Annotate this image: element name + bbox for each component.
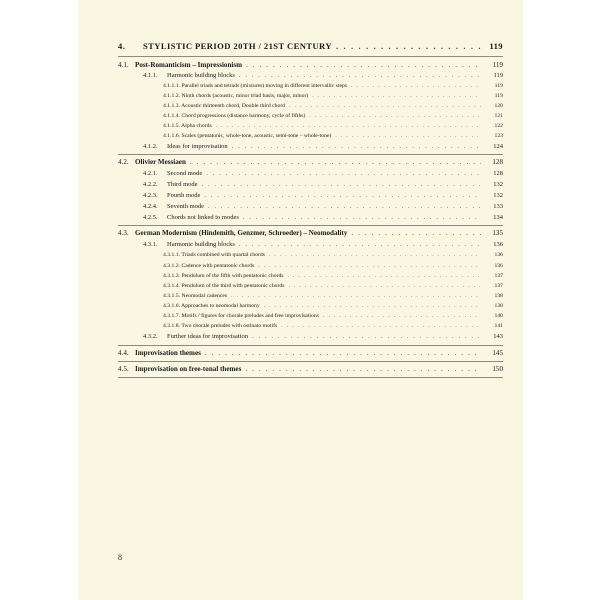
toc-section[interactable] xyxy=(118,158,503,166)
toc-subsection[interactable] xyxy=(118,170,503,177)
toc-number: 4.1.2. xyxy=(143,143,158,150)
toc-subsubsection[interactable] xyxy=(118,93,503,99)
toc-leader xyxy=(336,41,481,51)
toc-title: STYLISTIC PERIOD 20TH / 21ST CENTURY xyxy=(143,41,332,51)
toc-leader xyxy=(204,192,481,199)
toc-leader xyxy=(206,170,481,177)
toc-title: German Modernism (Hindemith, Genzmer, Schroeder) – Neomodality xyxy=(135,229,348,237)
toc-title: Chords not linked to modes xyxy=(167,214,239,221)
toc-leader xyxy=(309,113,481,119)
toc-subsection[interactable] xyxy=(118,214,503,221)
toc-subsection[interactable] xyxy=(118,241,503,248)
divider xyxy=(118,377,503,378)
toc-number: 4.3.2. xyxy=(143,333,158,340)
toc-number: 4. xyxy=(118,41,126,51)
toc-subsubsection[interactable] xyxy=(118,263,503,269)
toc-page: 119 xyxy=(492,61,503,69)
toc-page: 123 xyxy=(494,133,503,139)
toc-title xyxy=(163,83,347,89)
toc-page: 137 xyxy=(494,273,503,279)
toc-page: 136 xyxy=(493,241,503,248)
toc-leader xyxy=(351,83,481,89)
toc-chapter-4[interactable] xyxy=(118,41,503,51)
toc-title: Third mode xyxy=(167,181,198,188)
toc-section[interactable] xyxy=(118,61,503,69)
toc-leader xyxy=(216,123,481,129)
toc-subsubsection[interactable] xyxy=(118,133,503,139)
toc-title: Ideas for improvisation xyxy=(167,143,228,150)
toc-title: Post-Romanticism – Impressionism xyxy=(135,61,243,69)
toc-title xyxy=(163,93,308,99)
toc-title xyxy=(163,113,305,119)
toc-subsection[interactable] xyxy=(118,143,503,150)
toc-subsection[interactable] xyxy=(118,192,503,199)
toc-leader xyxy=(202,181,481,188)
toc-leader xyxy=(288,273,481,279)
toc-number: 4.5. xyxy=(118,365,129,373)
toc-title: Improvisation themes xyxy=(135,349,201,357)
toc-subsubsection[interactable] xyxy=(118,323,503,329)
toc-title-text: Parallel triads and tetrads (mixtures) moving in different intervallic steps xyxy=(181,83,348,89)
toc-title-text: Cadence with pentatonic chords xyxy=(181,263,255,269)
toc-number: 4.1.1.2. xyxy=(163,93,181,99)
toc-leader xyxy=(205,349,481,357)
divider xyxy=(118,361,503,362)
toc-page: 134 xyxy=(493,214,503,221)
toc-leader xyxy=(281,323,481,329)
toc-leader xyxy=(351,229,481,237)
toc-number: 4.3.1.7. xyxy=(163,313,181,319)
toc-page: 122 xyxy=(494,123,503,129)
divider xyxy=(118,154,503,155)
toc-title-text: Chord progressions (distance harmony, cycle of fifths) xyxy=(181,113,306,119)
toc-number: 4.1.1.5. xyxy=(163,123,181,129)
toc-subsection[interactable] xyxy=(118,333,503,340)
toc-title xyxy=(163,273,284,279)
toc-number: 4.1.1.6. xyxy=(163,133,181,139)
toc-title: Harmonic building blocks xyxy=(167,241,235,248)
toc-number: 4.1.1. xyxy=(143,72,158,79)
toc-leader xyxy=(208,203,481,210)
toc-number: 4.2.4. xyxy=(143,203,158,210)
toc-leader xyxy=(243,214,481,221)
toc-page: 138 xyxy=(494,293,503,299)
toc-title-text: Two chorale preludes with ostinato motifs xyxy=(181,323,278,329)
toc-leader xyxy=(288,283,481,289)
toc-number: 4.2.5. xyxy=(143,214,158,221)
toc-page: 124 xyxy=(493,143,503,150)
toc-page: 128 xyxy=(493,170,503,177)
toc-subsection[interactable] xyxy=(118,72,503,79)
toc-page: 132 xyxy=(493,192,503,199)
toc-page: 121 xyxy=(494,113,503,119)
toc-title xyxy=(163,293,227,299)
toc-number: 4.3.1.1. xyxy=(163,252,181,258)
toc-title: Harmonic building blocks xyxy=(167,72,235,79)
toc-subsubsection[interactable] xyxy=(118,273,503,279)
toc-subsubsection[interactable] xyxy=(118,113,503,119)
divider xyxy=(118,56,503,57)
toc-page: 132 xyxy=(493,181,503,188)
toc-page: 138 xyxy=(494,303,503,309)
toc-title: Olivier Messiaen xyxy=(135,158,186,166)
toc-number: 4.1. xyxy=(118,61,129,69)
toc-title-text: Motifs / figures for chorale preludes and free improvisations xyxy=(181,313,319,319)
toc-page: 135 xyxy=(492,229,503,237)
toc-title xyxy=(163,263,254,269)
toc-page: 119 xyxy=(489,41,503,51)
toc-title-text: Pendulum of the third with pentatonic chords xyxy=(181,283,285,289)
toc-title: Improvisation on free-tonal themes xyxy=(135,365,242,373)
toc-number: 4.3.1.8. xyxy=(163,323,181,329)
toc-title xyxy=(163,323,277,329)
toc-title-text: Pendulum of the fifth with pentatonic chords xyxy=(181,273,284,279)
toc-leader xyxy=(239,72,481,79)
toc-number: 4.3.1.5. xyxy=(163,293,181,299)
toc-leader xyxy=(239,241,481,248)
toc-page: 143 xyxy=(493,333,503,340)
toc-title: Second mode xyxy=(167,170,203,177)
divider xyxy=(118,225,503,226)
toc-title-text: Ninth chords (acoustic, minor triad basis, major, minor) xyxy=(181,93,309,99)
toc-number: 4.3.1. xyxy=(143,241,158,248)
page-number: 8 xyxy=(118,553,122,562)
toc-page: 119 xyxy=(493,72,503,79)
toc-title xyxy=(163,133,331,139)
toc-page: 119 xyxy=(494,83,503,89)
toc-title: Fourth mode xyxy=(167,192,201,199)
toc-number: 4.1.1.3. xyxy=(163,103,181,109)
toc-number: 4.2.3. xyxy=(143,192,158,199)
toc-title xyxy=(163,303,260,309)
toc-subsubsection[interactable] xyxy=(118,103,503,109)
toc-title-text: Alpha chords xyxy=(181,123,212,129)
toc-number: 4.2.1. xyxy=(143,170,158,177)
toc-subsubsection[interactable] xyxy=(118,293,503,299)
toc-number: 4.3.1.6. xyxy=(163,303,181,309)
toc-title xyxy=(163,283,284,289)
book-page xyxy=(78,0,523,600)
toc-leader xyxy=(246,61,481,69)
toc-page: 120 xyxy=(494,103,503,109)
toc-title xyxy=(163,103,285,109)
toc-number: 4.1.1.1. xyxy=(163,83,181,89)
toc-leader xyxy=(289,103,481,109)
toc-leader xyxy=(232,143,481,150)
toc-page: 137 xyxy=(494,283,503,289)
toc-leader xyxy=(231,293,481,299)
toc-title: Further ideas for improvisation xyxy=(167,333,249,340)
toc-title xyxy=(163,313,319,319)
toc-leader xyxy=(264,303,481,309)
toc-subsubsection[interactable] xyxy=(118,252,503,258)
toc-section[interactable] xyxy=(118,229,503,237)
toc-number: 4.3. xyxy=(118,229,129,237)
toc-page: 140 xyxy=(494,313,503,319)
toc-title-text: Scales (pentatonic, whole-tone, acoustic, semi-tone – whole-tone) xyxy=(181,133,332,139)
toc-number: 4.2. xyxy=(118,158,129,166)
toc-page: 128 xyxy=(492,158,503,166)
toc-title xyxy=(163,252,265,258)
toc-page: 136 xyxy=(494,263,503,269)
toc-title: Seventh mode xyxy=(167,203,205,210)
toc-leader xyxy=(269,252,481,258)
toc-page: 136 xyxy=(494,252,503,258)
divider xyxy=(118,345,503,346)
toc-subsubsection[interactable] xyxy=(118,283,503,289)
toc-page: 133 xyxy=(493,203,503,210)
toc-leader xyxy=(312,93,481,99)
toc-section[interactable] xyxy=(118,349,503,357)
toc-leader xyxy=(258,263,481,269)
toc-title-text: Neomodal cadences xyxy=(181,293,228,299)
toc-leader xyxy=(252,333,481,340)
toc-title xyxy=(163,123,212,129)
toc-page: 145 xyxy=(492,349,503,357)
toc-number: 4.1.1.4. xyxy=(163,113,181,119)
toc-page: 141 xyxy=(494,323,503,329)
toc-title-text: Acoustic thirteenth chord, Double third chord xyxy=(181,103,286,109)
toc-subsection[interactable] xyxy=(118,181,503,188)
toc-subsubsection[interactable] xyxy=(118,123,503,129)
toc-subsubsection[interactable] xyxy=(118,313,503,319)
toc-page: 119 xyxy=(494,93,503,99)
toc-subsubsection[interactable] xyxy=(118,83,503,89)
toc-number: 4.3.1.4. xyxy=(163,283,181,289)
toc-section[interactable] xyxy=(118,365,503,373)
toc-subsubsection[interactable] xyxy=(118,303,503,309)
toc-title-text: Approaches to neomodal harmony xyxy=(181,303,260,309)
toc-number: 4.3.1.3. xyxy=(163,273,181,279)
toc-title-text: Triads combined with quartal chords xyxy=(181,252,265,258)
toc-leader xyxy=(335,133,481,139)
toc-leader xyxy=(245,365,481,373)
toc-number: 4.3.1.2. xyxy=(163,263,181,269)
toc-leader xyxy=(323,313,481,319)
toc-number: 4.2.2. xyxy=(143,181,158,188)
toc-number: 4.4. xyxy=(118,349,129,357)
toc-subsection[interactable] xyxy=(118,203,503,210)
toc-page: 150 xyxy=(492,365,503,373)
toc-leader xyxy=(190,158,481,166)
